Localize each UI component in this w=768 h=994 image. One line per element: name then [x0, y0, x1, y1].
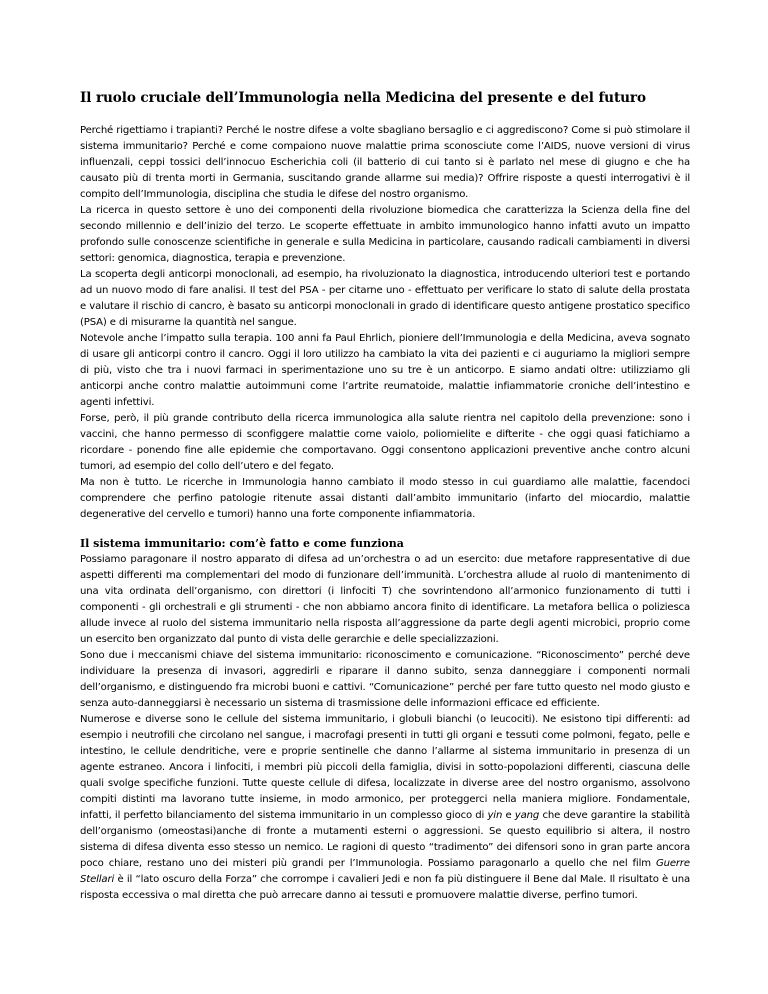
- intro-paragraph-3: La scoperta degli anticorpi monoclonali, ad esempio, ha rivoluzionato la diagnostica, introducendo ulteriori test e portando ad un nuovo modo di fare analisi. Il test del PSA - per citarne uno - effettuato per verificare lo stato di salute della prostata e valutare il rischio di cancro, è basato su anticorpi monoclonali in grado di identificare questo antigene prostatico specifico (PSA) e di misurarne la quantità nel sangue.: [80, 269, 690, 328]
- section-paragraph-1: Possiamo paragonare il nostro apparato di difesa ad un’orchestra o ad un esercito: due metafore rappresentative di due aspetti differenti ma complementari del modo di funzionare dell’immunità. L’orchestra allude al ruolo di mantenimento di una vita ordinata dell’organismo, con direttori (i linfociti T) che sovrintendono all’armonico funzionamento di tutti i componenti - gli orchestrali e gli strumenti - che non abbiamo ancora finito di identificare. La metafora bellica o poliziesca allude invece al ruolo del sistema immunitario nella risposta all’aggressione da parte degli agenti microbici, proprio come un esercito ben organizzato dal punto di vista delle gerarchie e delle specializzazioni.: [80, 554, 690, 645]
- section-paragraph-3: [80, 712, 690, 904]
- section-title: Il sistema immunitario: com’è fatto e come funziona: [80, 537, 404, 550]
- intro-paragraph-2: La ricerca in questo settore è uno dei componenti della rivoluzione biomedica che caratterizza la Scienza della fine del secondo millennio e dell’inizio del terzo. Le scoperte effettuate in ambito immunologico hanno infatti avuto un impatto profondo sulle conoscenze scientifiche in generale e sulla Medicina in particolare, causando radicali cambiamenti in diversi settori: genomica, diagnostica, terapia e prevenzione.: [80, 205, 690, 264]
- document-title: Il ruolo cruciale dell’Immunologia nella Medicina del presente e del futuro: [80, 90, 646, 106]
- immune-system-section: [80, 536, 690, 904]
- section-paragraph-2: Sono due i meccanismi chiave del sistema immunitario: riconoscimento e comunicazione. “Riconoscimento” perché deve individuare la presenza di invasori, aggredirli e riparare il danno subito, senza danneggiare i componenti normali dell’organismo, e distinguendo fra microbi buoni e cattivi. “Comunicazione” perché per fare tutto questo nel modo giusto e senza auto-danneggiarsi è necessario un sistema di trasmissione delle informazioni efficace ed efficiente.: [80, 650, 690, 709]
- yin-term: yin: [487, 810, 503, 821]
- paragraph-text-part-3: che deve garantire la stabilità dell’organismo (omeostasi)anche di fronte a mutamenti esterni o aggressioni. Se questo equilibrio si altera, il nostro sistema di difesa diventa esso stesso un nemico. Le ragioni di questo “tradimento” dei difensori sono in gran parte ancora poco chiare, restano uno dei misteri più grandi per l’Immunologia. Possiamo paragonarlo a quello che nel film: [80, 810, 690, 869]
- yang-term: yang: [514, 810, 540, 821]
- paragraph-text-part-1: Numerose e diverse sono le cellule del sistema immunitario, i globuli bianchi (o leucociti). Ne esistono tipi differenti: ad esempio i neutrofili che circolano nel sangue, i macrofagi presenti in tutti gli organi e tessuti come polmoni, fegato, pelle e intestino, le cellule dendritiche, vere e proprie sentinelle che danno l’allarme al sistema immunitario in presenza di un agente estraneo. Ancora i linfociti, i membri più piccoli della famiglia, divisi in sotto-popolazioni differenti, ciascuna delle quali svolge specifiche funzioni. Tutte queste cellule di difesa, localizzate in diverse aree del nostro organismo, assolvono compiti distinti ma lavorano tutte insieme, in modo armonico, per proteggerci nella maniera migliore. Fondamentale, infatti, il perfetto bilanciamento del sistema immunitario in un complesso gioco di: [80, 714, 690, 821]
- document-page: [80, 89, 690, 904]
- film-title: Guerre Stellari: [80, 858, 690, 885]
- intro-paragraph-4: Notevole anche l’impatto sulla terapia. 100 anni fa Paul Ehrlich, pioniere dell’Immunologia e della Medicina, aveva sognato di usare gli anticorpi contro il cancro. Oggi il loro utilizzo ha cambiato la vita dei pazienti e ci auguriamo la migliori sempre di più, visto che tra i nuovi farmaci in sperimentazione uno su tre è un anticorpo. E siamo andati oltre: utilizziamo gli anticorpi anche contro malattie autoimmuni come l’artrite reumatoide, malattie infiammatorie croniche dell’intestino e agenti infettivi.: [80, 333, 690, 408]
- intro-paragraph-6: Ma non è tutto. Le ricerche in Immunologia hanno cambiato il modo stesso in cui guardiamo alle malattie, facendoci comprendere che perfino patologie ritenute assai distanti dall’ambito immunitario (infarto del miocardio, malattie degenerative del cervello e tumori) hanno una forte componente infiammatoria.: [80, 477, 690, 520]
- intro-paragraph-1: Perché rigettiamo i trapianti? Perché le nostre difese a volte sbagliano bersaglio e ci aggrediscono? Come si può stimolare il sistema immunitario? Perché e come compaiono nuove malattie prima sconosciute come l’AIDS, nuove versioni di virus influenzali, ceppi tossici dell’innocuo Escherichia coli (il batterio di cui tanto si è parlato nel mese di giugno e che ha causato più di trenta morti in Germania, suscitando grande allarme sui media)? Offrire risposte a questi interrogativi è il compito dell’Immunologia, disciplina che studia le difese del nostro organismo.: [80, 125, 690, 200]
- paragraph-text-part-2: e: [502, 810, 515, 821]
- paragraph-text-part-4: è il “lato oscuro della Forza” che corrompe i cavalieri Jedi e non fa più distinguere il Bene dal Male. Il risultato è una risposta eccessiva o mal diretta che può arrecare danno ai tessuti e promuovere malattie diverse, perfino tumori.: [80, 874, 690, 901]
- intro-paragraph-5: Forse, però, il più grande contributo della ricerca immunologica alla salute rientra nel capitolo della prevenzione: sono i vaccini, che hanno permesso di sconfiggere malattie come vaiolo, poliomielite e difterite - che oggi quasi fatichiamo a ricordare - ponendo fine alle epidemie che comportavano. Oggi consentono applicazioni preventive anche contro alcuni tumori, ad esempio del collo dell’utero e del fegato.: [80, 413, 690, 472]
- intro-section: [80, 123, 690, 523]
